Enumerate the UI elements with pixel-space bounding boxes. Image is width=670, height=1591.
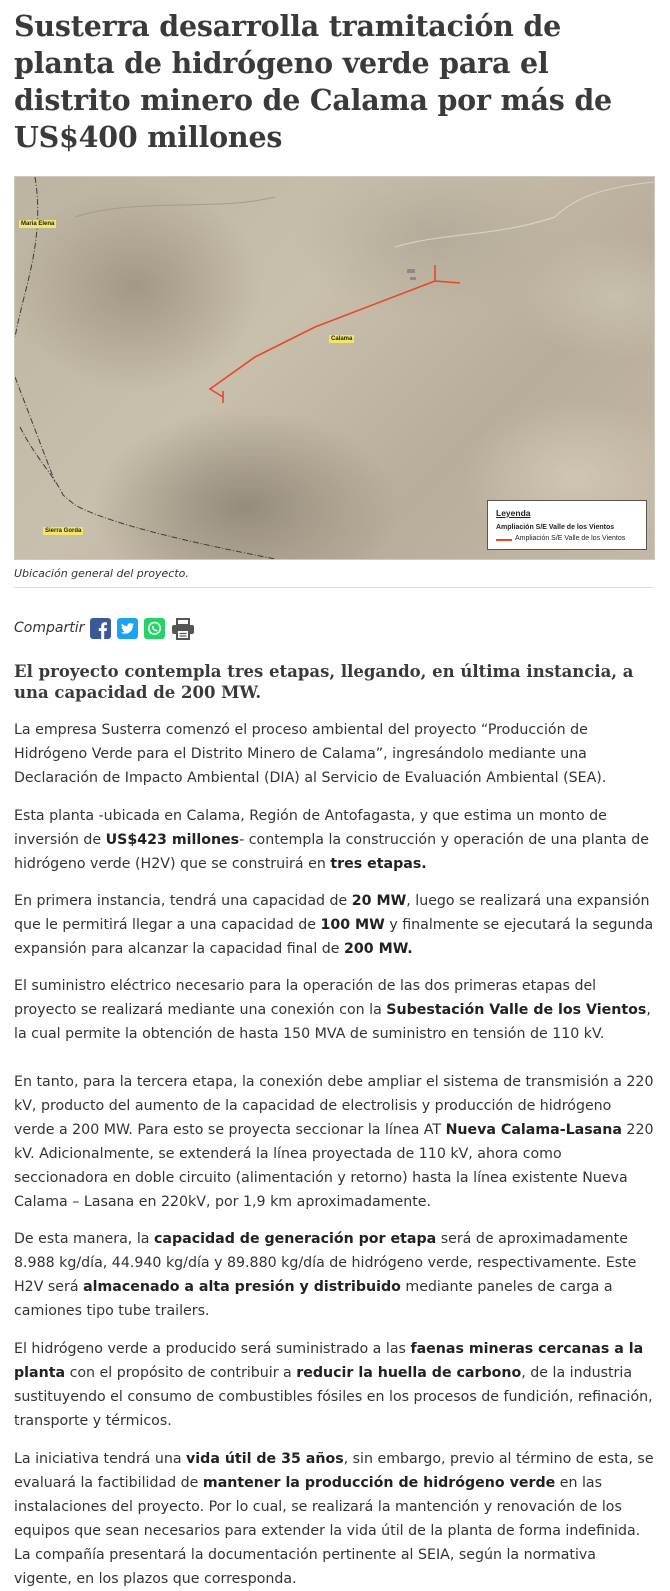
paragraph-3: En primera instancia, tendrá una capacidad de 20 MW, luego se realizará una expansión que le permitirá llegar a una capacidad de 100 MW y finalmente se ejecutará la segunda expansión para alcanzar la capacidad final de 200 MW. xyxy=(14,893,654,957)
legend-item: Ampliación S/E Valle de los Vientos xyxy=(515,535,626,542)
paragraph-5: En tanto, para la tercera etapa, la conexión debe ampliar el sistema de transmisión a 220 kV, producto del aumento de la capacidad de electrolisis y producción de hidrógeno verde a 200 MW. Para esto se proyecta seccionar la línea AT Nueva Calama-Lasana 220 kV. Adicionalmente, se extenderá la línea proyectada de 110 kV, ahora como seccionadora en doble circuito (alimentación y retorno) hasta la línea existente Nueva Calama – Lasana en 220kV, por 1,9 km aproximadamente. xyxy=(14,1074,654,1210)
paragraph-4: El suministro eléctrico necesario para la operación de las dos primeras etapas del proyecto se realizará mediante una conexión con la Subestación Valle de los Vientos, la cual permite la obtención de hasta 150 MVA de suministro en tensión de 110 kV. xyxy=(14,978,651,1042)
whatsapp-icon[interactable] xyxy=(144,618,165,639)
print-icon[interactable] xyxy=(171,618,192,639)
paragraph-2: Esta planta -ubicada en Calama, Región de Antofagasta, y que estima un monto de inversión de US$423 millones- contempla la construcción y operación de una planta de hidrógeno verde (H2V) que se construirá en tres etapas. xyxy=(14,808,649,872)
figure-caption: Ubicación general del proyecto. xyxy=(14,567,189,580)
divider xyxy=(14,587,654,588)
share-label: Compartir xyxy=(14,620,85,636)
paragraph-6: De esta manera, la capacidad de generación por etapa será de aproximadamente 8.988 kg/día, 44.940 kg/día y 89.880 kg/día de hidrógeno verde, respectivamente. Este H2V será almacenado a alta presión y distribuido mediante paneles de carga a camiones tipo tube trailers. xyxy=(14,1231,637,1319)
paragraph-8: La iniciativa tendrá una vida útil de 35 años, sin embargo, previo al término de esta, se evaluará la factibilidad de mantener la producción de hidrógeno verde en las instalaciones del proyecto. Por lo cual, se realizará la mantención y renovación de los equipos que sean necesarios para extender la vida útil de la planta de forma indefinida. La compañía presentará la documentación pertinente al SEIA, según la normativa vigente, en los plazos que corresponda. xyxy=(14,1451,654,1587)
legend-title: Leyenda xyxy=(496,508,531,518)
twitter-icon[interactable] xyxy=(117,618,138,639)
legend-heading: Ampliación S/E Valle de los Vientos xyxy=(496,524,615,531)
facebook-icon[interactable] xyxy=(90,618,111,639)
transmission-line xyxy=(210,265,460,403)
share-bar xyxy=(14,616,654,640)
map-legend xyxy=(487,500,647,550)
article xyxy=(14,0,654,1591)
project-map xyxy=(14,176,655,560)
article-subtitle: El proyecto contempla tres etapas, llegando, en última instancia, a una capacidad de 200 MW. xyxy=(14,662,634,702)
place-label-calama: Calama xyxy=(331,336,353,342)
place-label-maria-elena: Maria Elena xyxy=(21,221,55,227)
place-label-sierra-gorda: Sierra Gorda xyxy=(45,528,82,534)
legend-line-swatch xyxy=(496,539,512,541)
article-title: Susterra desarrolla tramitación de planta de hidrógeno verde para el distrito minero de Calama por más de US$400 millones xyxy=(14,9,612,154)
paragraph-1: La empresa Susterra comenzó el proceso ambiental del proyecto “Producción de Hidrógeno Verde para el Distrito Minero de Calama”, ingresándolo mediante una Declaración de Impacto Ambiental (DIA) al Servicio de Evaluación Ambiental (SEA). xyxy=(14,722,607,786)
paragraph-7: El hidrógeno verde a producido será suministrado a las faenas mineras cercanas a la planta con el propósito de contribuir a reducir la huella de carbono, de la industria sustituyendo el consumo de combustibles fósiles en los procesos de fundición, refinación, transporte y térmicos. xyxy=(14,1341,653,1429)
